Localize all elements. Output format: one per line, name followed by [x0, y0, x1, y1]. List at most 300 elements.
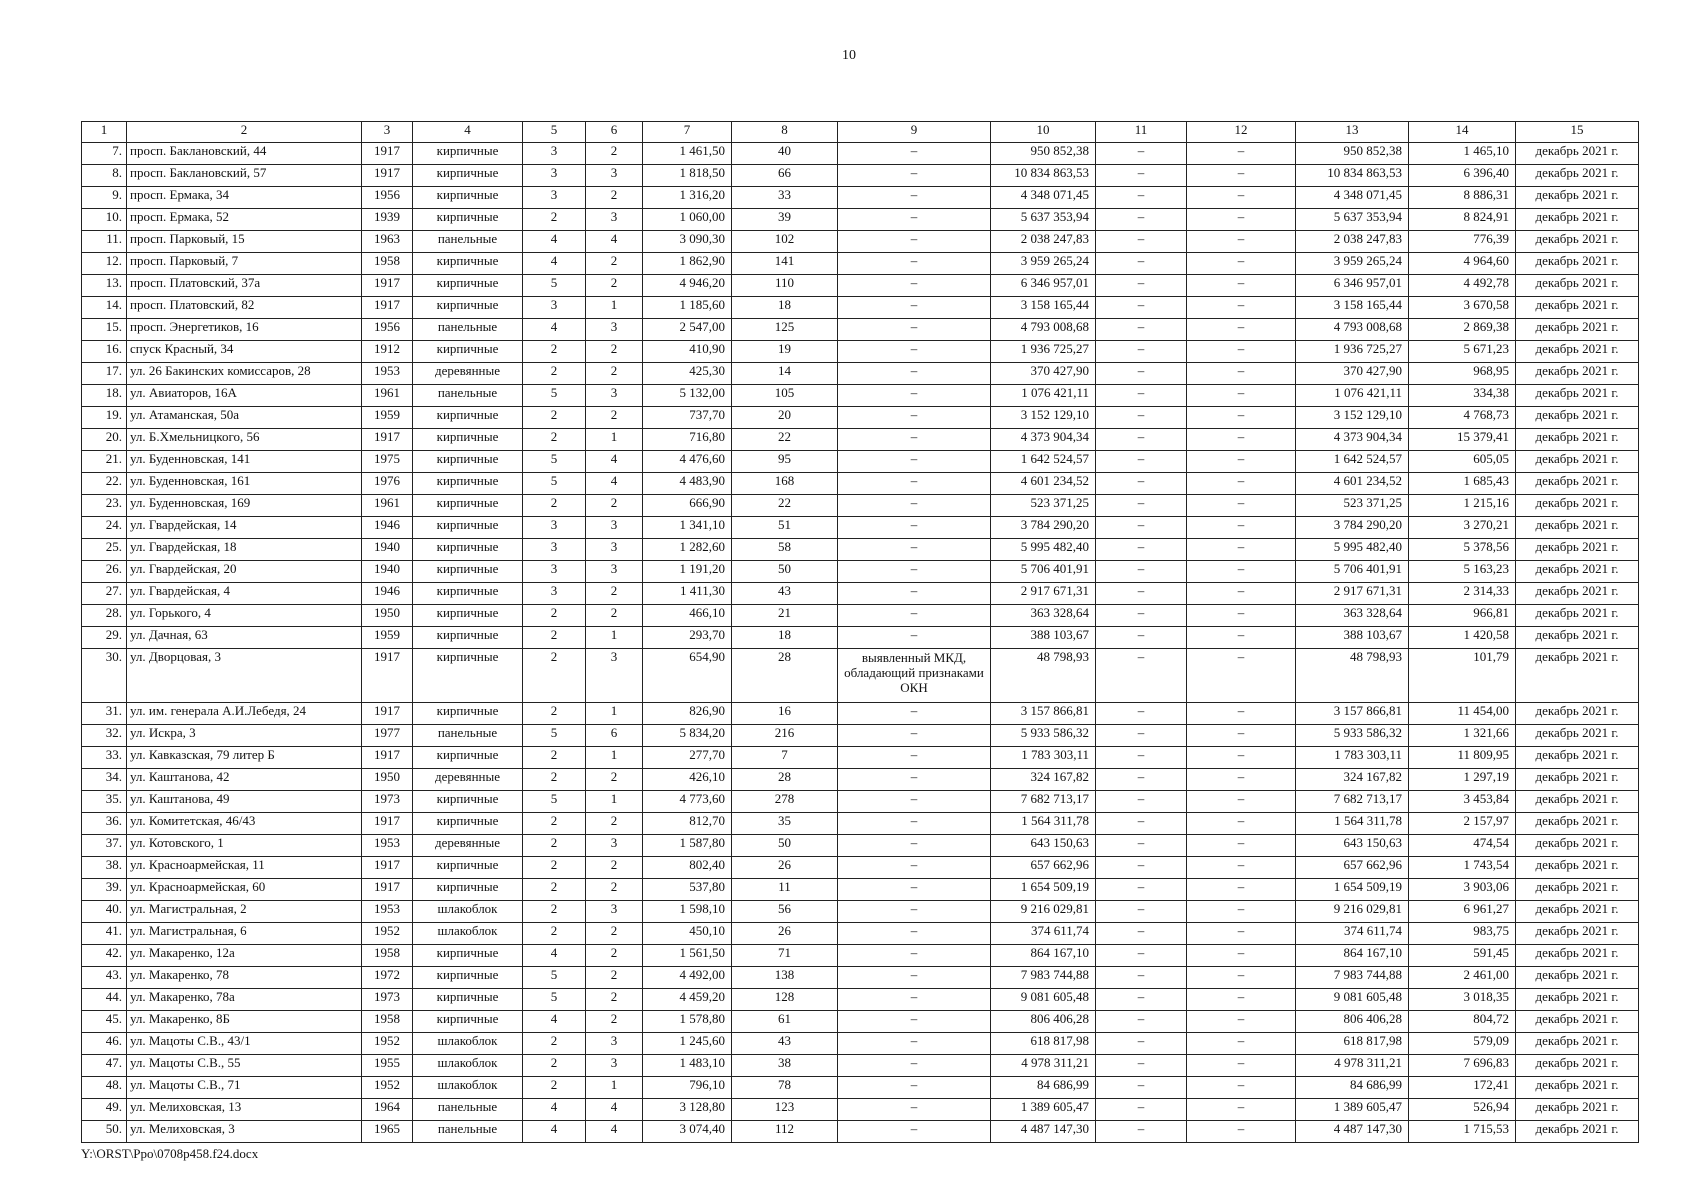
cell-floors: 2 — [523, 769, 586, 791]
cell-col-12: – — [1187, 1055, 1296, 1077]
cell-cost-13: 10 834 863,53 — [1296, 165, 1409, 187]
cell-completion-date: декабрь 2021 г. — [1516, 319, 1639, 341]
table-row — [82, 879, 1639, 901]
cell-completion-date: декабрь 2021 г. — [1516, 627, 1639, 649]
cell-row-number: 16. — [82, 341, 127, 363]
cell-residents: 102 — [732, 231, 838, 253]
cell-cost-13: 4 348 071,45 — [1296, 187, 1409, 209]
cell-floors: 2 — [523, 605, 586, 627]
cell-address: ул. Комитетская, 46/43 — [127, 813, 362, 835]
cell-cost-13: 4 487 147,30 — [1296, 1121, 1409, 1143]
cell-cost-13: 618 817,98 — [1296, 1033, 1409, 1055]
table-row — [82, 1077, 1639, 1099]
cell-entrances: 4 — [586, 473, 643, 495]
cell-floors: 2 — [523, 495, 586, 517]
cell-total-cost: 657 662,96 — [991, 857, 1096, 879]
cell-okn-status: – — [838, 1099, 991, 1121]
cell-residents: 11 — [732, 879, 838, 901]
cell-total-cost: 5 706 401,91 — [991, 561, 1096, 583]
cell-year-built: 1917 — [362, 747, 413, 769]
cell-floors: 3 — [523, 539, 586, 561]
cell-floors: 2 — [523, 813, 586, 835]
cell-entrances: 2 — [586, 143, 643, 165]
cell-residents: 78 — [732, 1077, 838, 1099]
cell-floors: 2 — [523, 879, 586, 901]
cell-col-12: – — [1187, 583, 1296, 605]
cell-year-built: 1958 — [362, 945, 413, 967]
cell-col-11: – — [1096, 923, 1187, 945]
cell-area: 1 060,00 — [643, 209, 732, 231]
cell-area: 4 459,20 — [643, 989, 732, 1011]
cell-entrances: 2 — [586, 407, 643, 429]
cell-floors: 4 — [523, 1011, 586, 1033]
cell-entrances: 1 — [586, 1077, 643, 1099]
cell-entrances: 1 — [586, 791, 643, 813]
cell-entrances: 1 — [586, 747, 643, 769]
cell-entrances: 2 — [586, 605, 643, 627]
cell-row-number: 41. — [82, 923, 127, 945]
cell-col-11: – — [1096, 363, 1187, 385]
cell-wall-material: панельные — [413, 385, 523, 407]
cell-year-built: 1958 — [362, 253, 413, 275]
cell-row-number: 13. — [82, 275, 127, 297]
cell-floors: 5 — [523, 385, 586, 407]
cell-col-12: – — [1187, 769, 1296, 791]
cell-wall-material: кирпичные — [413, 747, 523, 769]
cell-residents: 40 — [732, 143, 838, 165]
table-row — [82, 341, 1639, 363]
cell-okn-status: – — [838, 835, 991, 857]
cell-col-11: – — [1096, 143, 1187, 165]
cell-row-number: 38. — [82, 857, 127, 879]
column-header-1: 1 — [82, 122, 127, 143]
cell-cost-per-sqm: 1 685,43 — [1409, 473, 1516, 495]
table-row — [82, 451, 1639, 473]
cell-cost-per-sqm: 4 492,78 — [1409, 275, 1516, 297]
cell-entrances: 3 — [586, 901, 643, 923]
cell-year-built: 1956 — [362, 319, 413, 341]
cell-entrances: 2 — [586, 1011, 643, 1033]
cell-year-built: 1946 — [362, 583, 413, 605]
cell-cost-13: 523 371,25 — [1296, 495, 1409, 517]
cell-completion-date: декабрь 2021 г. — [1516, 275, 1639, 297]
cell-cost-13: 5 637 353,94 — [1296, 209, 1409, 231]
cell-floors: 3 — [523, 583, 586, 605]
cell-total-cost: 5 637 353,94 — [991, 209, 1096, 231]
cell-row-number: 21. — [82, 451, 127, 473]
cell-cost-per-sqm: 3 270,21 — [1409, 517, 1516, 539]
cell-area: 425,30 — [643, 363, 732, 385]
table-row — [82, 363, 1639, 385]
cell-floors: 4 — [523, 231, 586, 253]
cell-area: 1 461,50 — [643, 143, 732, 165]
cell-address: просп. Баклановский, 44 — [127, 143, 362, 165]
cell-cost-13: 1 076 421,11 — [1296, 385, 1409, 407]
cell-wall-material: шлакоблок — [413, 923, 523, 945]
table-row — [82, 747, 1639, 769]
cell-okn-status: – — [838, 495, 991, 517]
cell-row-number: 17. — [82, 363, 127, 385]
cell-wall-material: кирпичные — [413, 605, 523, 627]
table-row — [82, 319, 1639, 341]
cell-wall-material: кирпичные — [413, 451, 523, 473]
cell-row-number: 35. — [82, 791, 127, 813]
cell-col-11: – — [1096, 275, 1187, 297]
cell-residents: 216 — [732, 725, 838, 747]
cell-cost-13: 3 157 866,81 — [1296, 703, 1409, 725]
cell-entrances: 2 — [586, 967, 643, 989]
cell-floors: 2 — [523, 835, 586, 857]
cell-year-built: 1952 — [362, 1033, 413, 1055]
cell-year-built: 1973 — [362, 791, 413, 813]
cell-cost-per-sqm: 8 886,31 — [1409, 187, 1516, 209]
cell-entrances: 2 — [586, 583, 643, 605]
cell-year-built: 1956 — [362, 187, 413, 209]
cell-col-12: – — [1187, 1121, 1296, 1143]
cell-okn-status: – — [838, 1121, 991, 1143]
table-row — [82, 165, 1639, 187]
cell-floors: 4 — [523, 1099, 586, 1121]
cell-col-11: – — [1096, 231, 1187, 253]
cell-completion-date: декабрь 2021 г. — [1516, 791, 1639, 813]
cell-cost-13: 2 917 671,31 — [1296, 583, 1409, 605]
cell-col-12: – — [1187, 539, 1296, 561]
cell-okn-status: – — [838, 319, 991, 341]
table-row — [82, 725, 1639, 747]
cell-cost-13: 9 081 605,48 — [1296, 989, 1409, 1011]
cell-wall-material: кирпичные — [413, 253, 523, 275]
cell-col-11: – — [1096, 451, 1187, 473]
cell-floors: 3 — [523, 187, 586, 209]
table-row — [82, 945, 1639, 967]
cell-area: 716,80 — [643, 429, 732, 451]
cell-address: ул. Красноармейская, 11 — [127, 857, 362, 879]
cell-area: 466,10 — [643, 605, 732, 627]
cell-year-built: 1959 — [362, 627, 413, 649]
cell-okn-status: – — [838, 231, 991, 253]
cell-area: 796,10 — [643, 1077, 732, 1099]
cell-col-11: – — [1096, 1099, 1187, 1121]
cell-floors: 3 — [523, 143, 586, 165]
cell-address: ул. Дачная, 63 — [127, 627, 362, 649]
cell-year-built: 1917 — [362, 297, 413, 319]
cell-okn-status: – — [838, 879, 991, 901]
cell-total-cost: 5 995 482,40 — [991, 539, 1096, 561]
cell-year-built: 1953 — [362, 901, 413, 923]
cell-okn-status: – — [838, 385, 991, 407]
cell-okn-status: – — [838, 1011, 991, 1033]
table-row — [82, 429, 1639, 451]
cell-completion-date: декабрь 2021 г. — [1516, 1099, 1639, 1121]
cell-cost-13: 48 798,93 — [1296, 649, 1409, 703]
cell-floors: 5 — [523, 967, 586, 989]
cell-col-12: – — [1187, 209, 1296, 231]
cell-col-11: – — [1096, 901, 1187, 923]
cell-completion-date: декабрь 2021 г. — [1516, 561, 1639, 583]
cell-col-12: – — [1187, 517, 1296, 539]
cell-col-12: – — [1187, 1033, 1296, 1055]
cell-row-number: 33. — [82, 747, 127, 769]
cell-row-number: 22. — [82, 473, 127, 495]
cell-row-number: 39. — [82, 879, 127, 901]
cell-total-cost: 388 103,67 — [991, 627, 1096, 649]
cell-total-cost: 1 642 524,57 — [991, 451, 1096, 473]
cell-col-11: – — [1096, 1011, 1187, 1033]
cell-area: 293,70 — [643, 627, 732, 649]
cell-completion-date: декабрь 2021 г. — [1516, 813, 1639, 835]
cell-col-12: – — [1187, 725, 1296, 747]
cell-floors: 3 — [523, 561, 586, 583]
cell-area: 4 476,60 — [643, 451, 732, 473]
cell-okn-status: – — [838, 813, 991, 835]
cell-total-cost: 1 654 509,19 — [991, 879, 1096, 901]
cell-area: 277,70 — [643, 747, 732, 769]
cell-col-12: – — [1187, 835, 1296, 857]
cell-col-11: – — [1096, 627, 1187, 649]
cell-completion-date: декабрь 2021 г. — [1516, 989, 1639, 1011]
cell-wall-material: кирпичные — [413, 1011, 523, 1033]
cell-cost-13: 1 564 311,78 — [1296, 813, 1409, 835]
cell-okn-status: – — [838, 747, 991, 769]
cell-col-12: – — [1187, 187, 1296, 209]
table-row — [82, 769, 1639, 791]
cell-col-11: – — [1096, 495, 1187, 517]
cell-year-built: 1961 — [362, 495, 413, 517]
cell-floors: 2 — [523, 857, 586, 879]
cell-entrances: 2 — [586, 989, 643, 1011]
cell-floors: 2 — [523, 627, 586, 649]
cell-cost-13: 3 959 265,24 — [1296, 253, 1409, 275]
cell-row-number: 28. — [82, 605, 127, 627]
table-row — [82, 385, 1639, 407]
table-row — [82, 835, 1639, 857]
cell-floors: 5 — [523, 451, 586, 473]
table-row — [82, 561, 1639, 583]
cell-completion-date: декабрь 2021 г. — [1516, 725, 1639, 747]
cell-okn-status: – — [838, 725, 991, 747]
cell-entrances: 3 — [586, 1033, 643, 1055]
cell-col-12: – — [1187, 363, 1296, 385]
cell-okn-status: – — [838, 605, 991, 627]
cell-entrances: 1 — [586, 627, 643, 649]
cell-row-number: 46. — [82, 1033, 127, 1055]
cell-year-built: 1950 — [362, 769, 413, 791]
cell-row-number: 24. — [82, 517, 127, 539]
cell-cost-13: 1 389 605,47 — [1296, 1099, 1409, 1121]
cell-wall-material: кирпичные — [413, 187, 523, 209]
cell-completion-date: декабрь 2021 г. — [1516, 539, 1639, 561]
cell-col-11: – — [1096, 945, 1187, 967]
cell-cost-13: 2 038 247,83 — [1296, 231, 1409, 253]
cell-floors: 2 — [523, 747, 586, 769]
cell-address: ул. Мелиховская, 13 — [127, 1099, 362, 1121]
cell-address: спуск Красный, 34 — [127, 341, 362, 363]
cell-cost-per-sqm: 3 903,06 — [1409, 879, 1516, 901]
cell-residents: 19 — [732, 341, 838, 363]
cell-address: просп. Ермака, 52 — [127, 209, 362, 231]
cell-cost-per-sqm: 1 297,19 — [1409, 769, 1516, 791]
cell-cost-per-sqm: 591,45 — [1409, 945, 1516, 967]
cell-cost-per-sqm: 1 321,66 — [1409, 725, 1516, 747]
cell-row-number: 47. — [82, 1055, 127, 1077]
cell-residents: 50 — [732, 561, 838, 583]
cell-wall-material: панельные — [413, 1099, 523, 1121]
table-row — [82, 813, 1639, 835]
cell-floors: 2 — [523, 429, 586, 451]
cell-total-cost: 4 487 147,30 — [991, 1121, 1096, 1143]
column-header-12: 12 — [1187, 122, 1296, 143]
cell-cost-per-sqm: 1 465,10 — [1409, 143, 1516, 165]
cell-address: ул. Мелиховская, 3 — [127, 1121, 362, 1143]
housing-repair-table — [81, 121, 1639, 1143]
cell-floors: 4 — [523, 945, 586, 967]
cell-cost-per-sqm: 804,72 — [1409, 1011, 1516, 1033]
cell-col-11: – — [1096, 747, 1187, 769]
cell-cost-per-sqm: 579,09 — [1409, 1033, 1516, 1055]
cell-okn-status: – — [838, 703, 991, 725]
cell-entrances: 2 — [586, 769, 643, 791]
cell-row-number: 14. — [82, 297, 127, 319]
cell-col-12: – — [1187, 275, 1296, 297]
cell-address: ул. Котовского, 1 — [127, 835, 362, 857]
cell-okn-status: – — [838, 561, 991, 583]
cell-total-cost: 3 959 265,24 — [991, 253, 1096, 275]
table-body — [82, 122, 1639, 1143]
cell-cost-13: 1 783 303,11 — [1296, 747, 1409, 769]
cell-residents: 26 — [732, 857, 838, 879]
cell-col-12: – — [1187, 605, 1296, 627]
cell-completion-date: декабрь 2021 г. — [1516, 495, 1639, 517]
cell-wall-material: кирпичные — [413, 429, 523, 451]
cell-completion-date: декабрь 2021 г. — [1516, 165, 1639, 187]
cell-residents: 123 — [732, 1099, 838, 1121]
cell-wall-material: кирпичные — [413, 967, 523, 989]
cell-total-cost: 950 852,38 — [991, 143, 1096, 165]
cell-cost-per-sqm: 2 461,00 — [1409, 967, 1516, 989]
cell-col-11: – — [1096, 605, 1187, 627]
cell-col-11: – — [1096, 253, 1187, 275]
cell-address: ул. Атаманская, 50а — [127, 407, 362, 429]
cell-floors: 5 — [523, 791, 586, 813]
table-row — [82, 583, 1639, 605]
cell-entrances: 3 — [586, 319, 643, 341]
cell-wall-material: кирпичные — [413, 539, 523, 561]
cell-col-11: – — [1096, 967, 1187, 989]
cell-col-12: – — [1187, 297, 1296, 319]
cell-entrances: 3 — [586, 561, 643, 583]
cell-wall-material: кирпичные — [413, 583, 523, 605]
cell-floors: 4 — [523, 253, 586, 275]
cell-area: 410,90 — [643, 341, 732, 363]
cell-residents: 141 — [732, 253, 838, 275]
cell-col-11: – — [1096, 209, 1187, 231]
cell-col-11: – — [1096, 791, 1187, 813]
cell-address: ул. Макаренко, 8Б — [127, 1011, 362, 1033]
cell-wall-material: кирпичные — [413, 989, 523, 1011]
cell-total-cost: 9 216 029,81 — [991, 901, 1096, 923]
cell-address: просп. Баклановский, 57 — [127, 165, 362, 187]
cell-col-11: – — [1096, 165, 1187, 187]
cell-okn-status: – — [838, 341, 991, 363]
column-header-11: 11 — [1096, 122, 1187, 143]
cell-cost-13: 643 150,63 — [1296, 835, 1409, 857]
cell-residents: 138 — [732, 967, 838, 989]
cell-cost-per-sqm: 101,79 — [1409, 649, 1516, 703]
cell-cost-13: 950 852,38 — [1296, 143, 1409, 165]
cell-col-12: – — [1187, 495, 1296, 517]
column-header-15: 15 — [1516, 122, 1639, 143]
cell-address: ул. Мацоты С.В., 43/1 — [127, 1033, 362, 1055]
cell-row-number: 31. — [82, 703, 127, 725]
cell-cost-per-sqm: 15 379,41 — [1409, 429, 1516, 451]
cell-total-cost: 4 978 311,21 — [991, 1055, 1096, 1077]
cell-entrances: 6 — [586, 725, 643, 747]
cell-entrances: 3 — [586, 385, 643, 407]
data-table-container — [81, 121, 1639, 1143]
cell-cost-per-sqm: 966,81 — [1409, 605, 1516, 627]
cell-cost-per-sqm: 3 670,58 — [1409, 297, 1516, 319]
cell-completion-date: декабрь 2021 г. — [1516, 473, 1639, 495]
cell-completion-date: декабрь 2021 г. — [1516, 605, 1639, 627]
cell-area: 3 090,30 — [643, 231, 732, 253]
cell-row-number: 29. — [82, 627, 127, 649]
cell-entrances: 2 — [586, 253, 643, 275]
cell-area: 1 245,60 — [643, 1033, 732, 1055]
cell-cost-13: 4 373 904,34 — [1296, 429, 1409, 451]
cell-wall-material: кирпичные — [413, 791, 523, 813]
cell-okn-status: – — [838, 429, 991, 451]
cell-area: 4 773,60 — [643, 791, 732, 813]
cell-cost-13: 657 662,96 — [1296, 857, 1409, 879]
cell-completion-date: декабрь 2021 г. — [1516, 747, 1639, 769]
cell-floors: 5 — [523, 989, 586, 1011]
cell-col-11: – — [1096, 879, 1187, 901]
cell-completion-date: декабрь 2021 г. — [1516, 879, 1639, 901]
cell-area: 1 561,50 — [643, 945, 732, 967]
cell-row-number: 42. — [82, 945, 127, 967]
cell-completion-date: декабрь 2021 г. — [1516, 209, 1639, 231]
cell-entrances: 2 — [586, 363, 643, 385]
cell-year-built: 1977 — [362, 725, 413, 747]
cell-cost-13: 3 784 290,20 — [1296, 517, 1409, 539]
cell-floors: 5 — [523, 725, 586, 747]
cell-completion-date: декабрь 2021 г. — [1516, 967, 1639, 989]
table-row — [82, 791, 1639, 813]
cell-year-built: 1953 — [362, 363, 413, 385]
cell-total-cost: 643 150,63 — [991, 835, 1096, 857]
table-row — [82, 627, 1639, 649]
cell-total-cost: 7 983 744,88 — [991, 967, 1096, 989]
cell-floors: 2 — [523, 901, 586, 923]
table-row — [82, 703, 1639, 725]
cell-residents: 14 — [732, 363, 838, 385]
column-header-9: 9 — [838, 122, 991, 143]
cell-col-12: – — [1187, 747, 1296, 769]
cell-col-11: – — [1096, 1033, 1187, 1055]
cell-address: ул. Макаренко, 78 — [127, 967, 362, 989]
cell-cost-per-sqm: 4 964,60 — [1409, 253, 1516, 275]
cell-total-cost: 618 817,98 — [991, 1033, 1096, 1055]
table-row — [82, 1055, 1639, 1077]
cell-wall-material: панельные — [413, 725, 523, 747]
cell-entrances: 2 — [586, 813, 643, 835]
cell-wall-material: деревянные — [413, 835, 523, 857]
cell-residents: 28 — [732, 649, 838, 703]
cell-address: ул. Авиаторов, 16А — [127, 385, 362, 407]
cell-residents: 22 — [732, 495, 838, 517]
cell-entrances: 2 — [586, 879, 643, 901]
cell-residents: 18 — [732, 627, 838, 649]
